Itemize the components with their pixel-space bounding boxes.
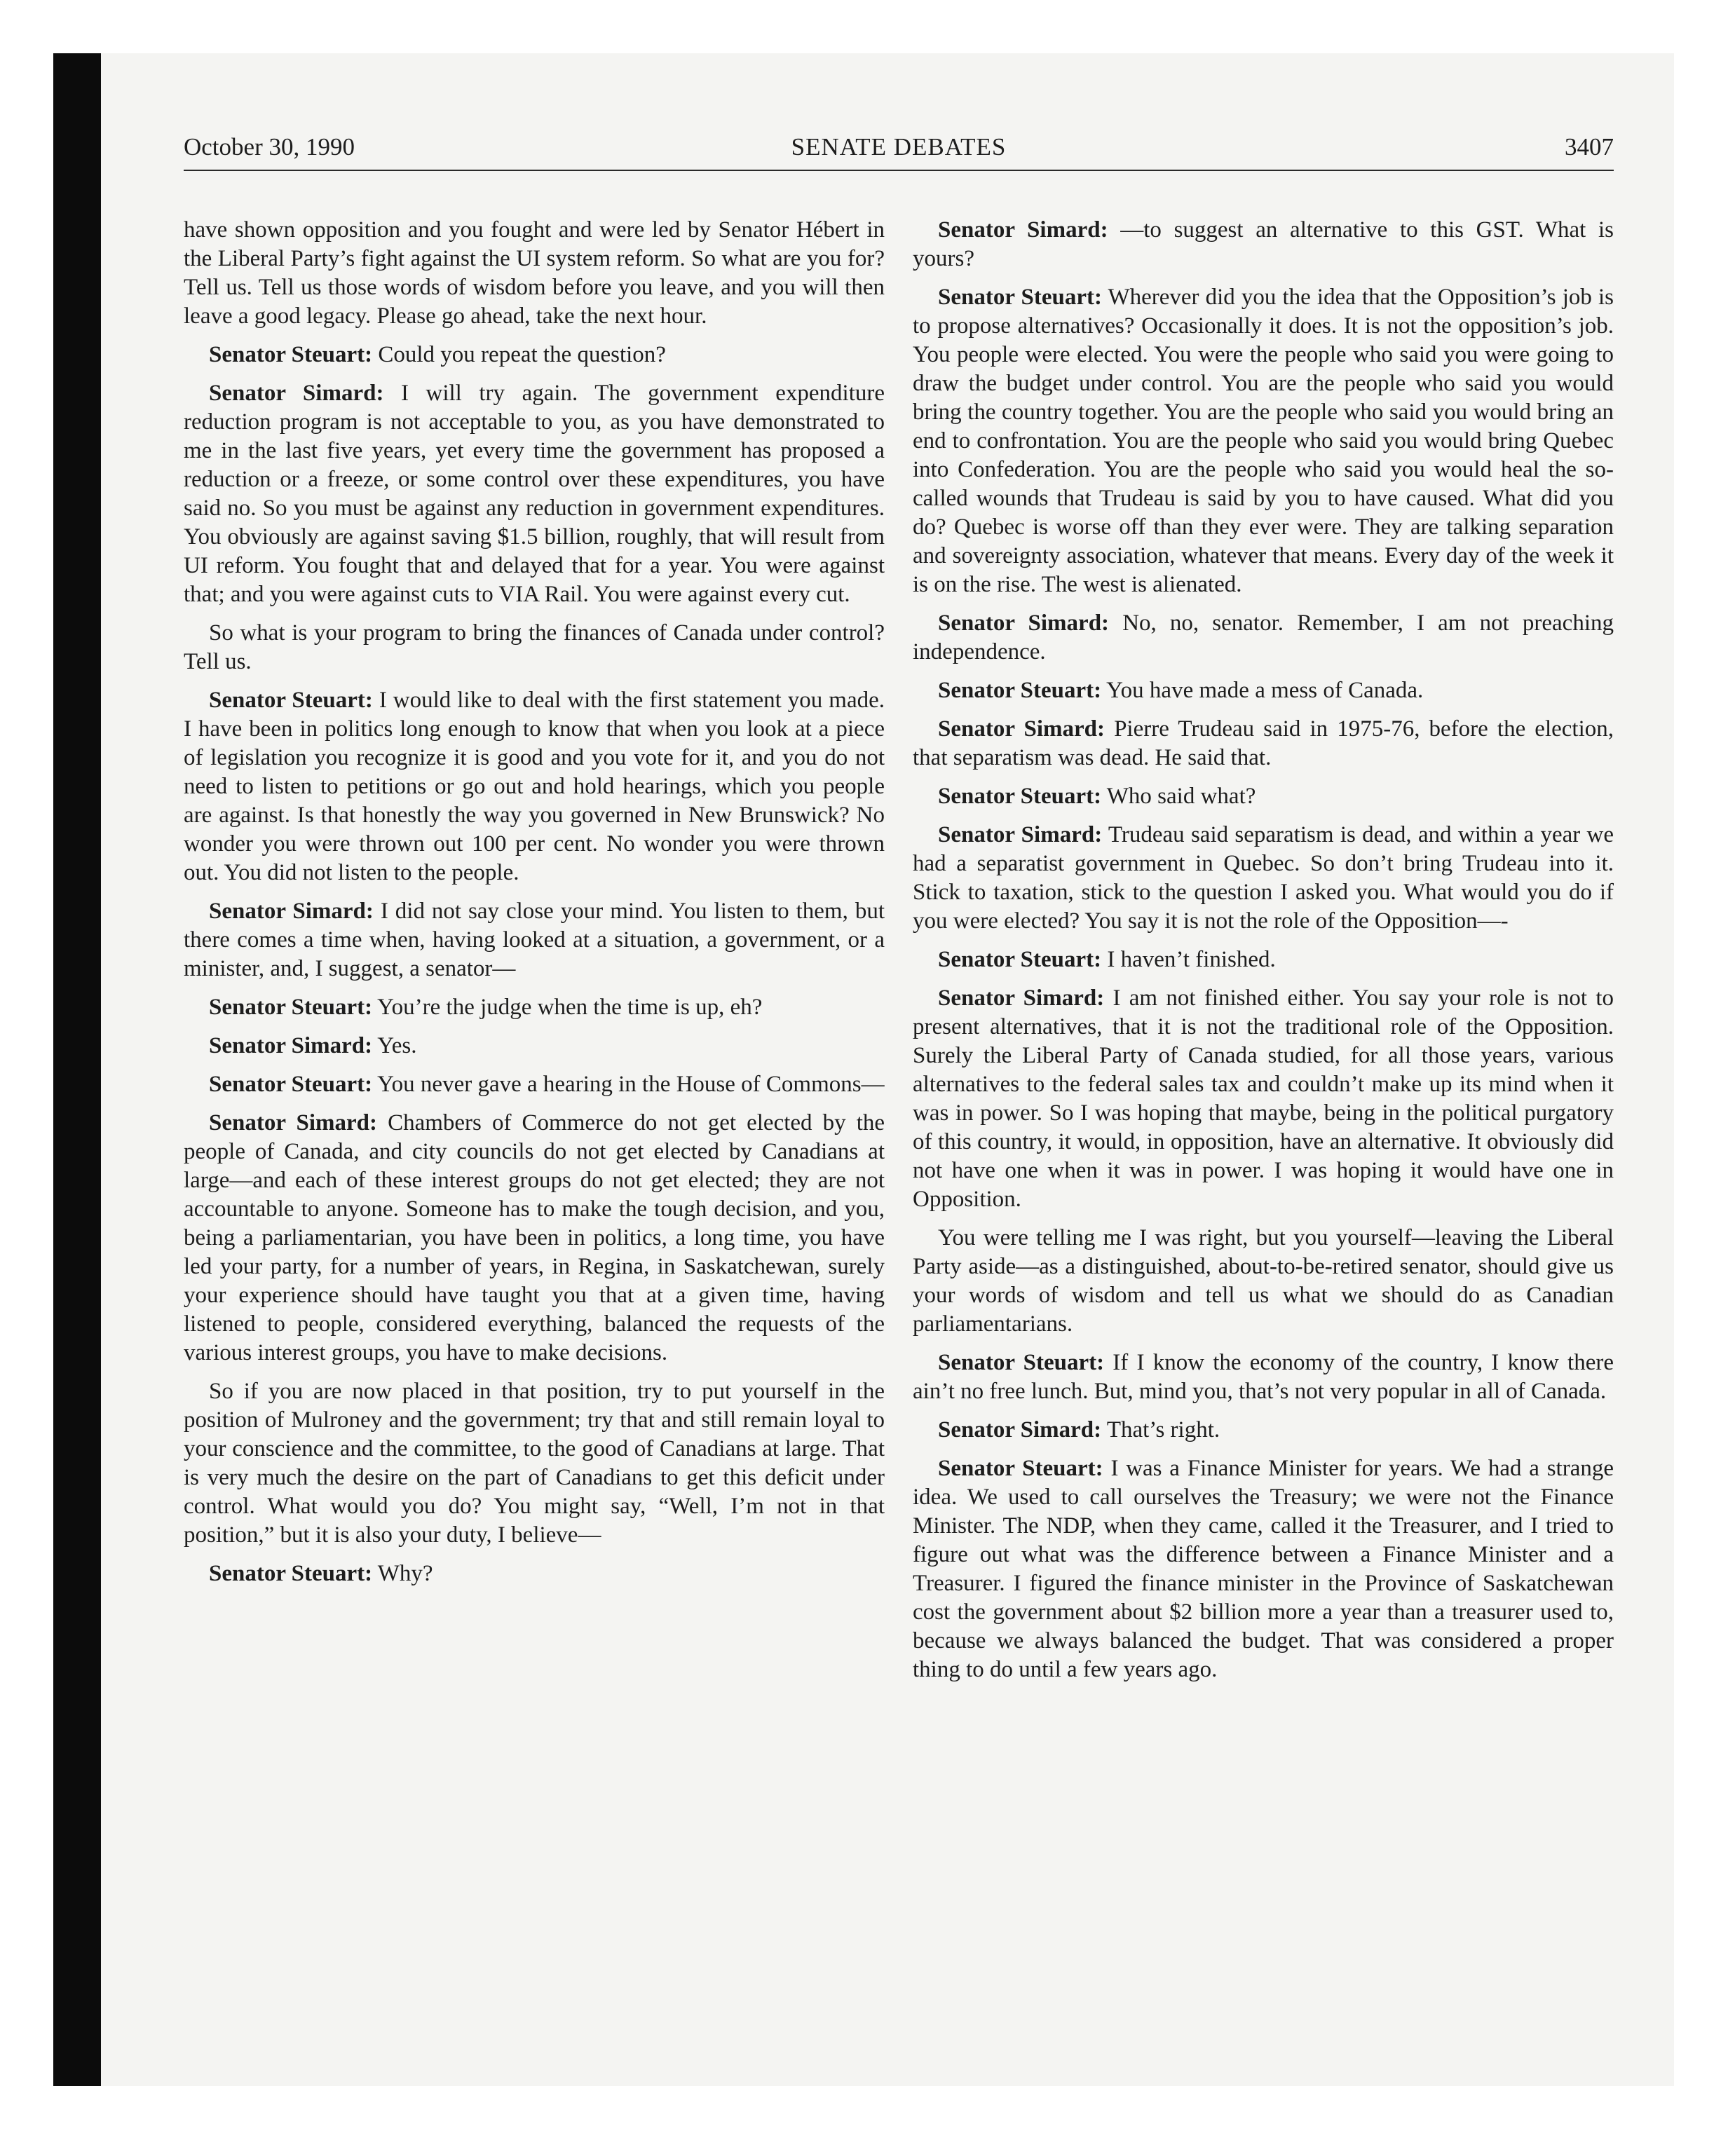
- speaker-name: Senator Simard:: [938, 610, 1110, 636]
- speaker-name: Senator Simard:: [209, 1110, 377, 1135]
- paragraph: [184, 216, 885, 331]
- paragraph: [913, 984, 1614, 1214]
- speaker-name: Senator Simard:: [938, 985, 1105, 1011]
- header-date: October 30, 1990: [184, 133, 355, 161]
- speaker-name: Senator Steuart:: [938, 678, 1102, 703]
- paragraph-text: Yes.: [377, 1033, 417, 1058]
- speaker-name: Senator Steuart:: [209, 995, 373, 1020]
- speaker-name: Senator Steuart:: [938, 1456, 1103, 1481]
- paragraph: [913, 676, 1614, 705]
- speaker-name: Senator Steuart:: [209, 1072, 373, 1097]
- paragraph-text: So if you are now placed in that position, try to put yourself in the position of Mulroney and the government; try that and still remain loyal to your conscience and the committee, to the good of Canadians at large. That is very much the desire on the part of Canadians to get this deficit under control. What would you do? You might say, “Well, I’m not in that position,” but it is also your duty, I believe—: [184, 1379, 885, 1548]
- paragraph: [913, 1416, 1614, 1445]
- paragraph: [184, 993, 885, 1022]
- speaker-name: Senator Simard:: [209, 899, 374, 924]
- right-column: [913, 216, 1614, 1694]
- paragraph-text: Trudeau said separatism is dead, and within a year we had a separatist government in Quebec. So don’t bring Trudeau into it. Stick to taxation, stick to the question I asked you. What would you do if you were elected? You say it is not the role of the Opposition—-: [913, 822, 1614, 934]
- paragraph-text: You were telling me I was right, but you yourself—leaving the Liberal Party aside—as a distinguished, about-to-be-retired senator, should give us your words of wisdom and tell us what we should do as Canadian parliamentarians.: [913, 1225, 1614, 1337]
- paragraph: [913, 782, 1614, 811]
- speaker-name: Senator Simard:: [938, 1417, 1102, 1442]
- paragraph: [184, 1377, 885, 1550]
- page-number: 3407: [1565, 133, 1614, 161]
- paragraph: [184, 341, 885, 369]
- page-header: [184, 133, 1614, 171]
- paragraph-text: I did not say close your mind. You listen to them, but there comes a time when, having looked at a situation, a government, or a minister, and, I suggest, a senator—: [184, 899, 885, 981]
- scan-edge-bar: [53, 53, 101, 2086]
- speaker-name: Senator Steuart:: [938, 1350, 1105, 1375]
- paragraph: [913, 1224, 1614, 1339]
- paragraph-text: Pierre Trudeau said in 1975-76, before the election, that separatism was dead. He said that.: [913, 716, 1614, 770]
- speaker-name: Senator Steuart:: [209, 1561, 373, 1586]
- paragraph: [913, 1349, 1614, 1406]
- paragraph: [184, 686, 885, 887]
- paragraph: [184, 1032, 885, 1060]
- speaker-name: Senator Steuart:: [209, 688, 373, 713]
- paragraph: [913, 1454, 1614, 1684]
- paragraph-text: That’s right.: [1106, 1417, 1220, 1442]
- speaker-name: Senator Steuart:: [938, 784, 1102, 809]
- paragraph-text: —to suggest an alternative to this GST. What is yours?: [913, 217, 1614, 271]
- paragraph-text: Why?: [377, 1561, 433, 1586]
- speaker-name: Senator Simard:: [209, 381, 384, 406]
- paragraph: [913, 609, 1614, 667]
- paragraph-text: You’re the judge when the time is up, eh?: [377, 995, 763, 1020]
- paragraph-text: Chambers of Commerce do not get elected by the people of Canada, and city councils do not get elected by Canadians at large—and each of these interest groups do not get elected; they are not accountable to anyone. Someone has to make the tough decision, and you, being a parliamentarian, you have been in politics, a long time, you have led your party, for a number of years, in Regina, in Saskatchewan, surely your experience should have taught you that at a given time, having listened to people, considered everything, balanced the requests of the various interest groups, you have to make decisions.: [184, 1110, 885, 1365]
- speaker-name: Senator Simard:: [209, 1033, 373, 1058]
- paragraph: [913, 946, 1614, 974]
- paragraph-text: You never gave a hearing in the House of Commons—: [377, 1072, 885, 1097]
- paragraph-text: So what is your program to bring the finances of Canada under control? Tell us.: [184, 620, 885, 674]
- speaker-name: Senator Steuart:: [938, 947, 1102, 972]
- speaker-name: Senator Simard:: [938, 822, 1103, 847]
- paragraph: [184, 897, 885, 983]
- paragraph: [184, 1070, 885, 1099]
- speaker-name: Senator Simard:: [938, 217, 1108, 243]
- paragraph: [913, 216, 1614, 273]
- paragraph: [184, 619, 885, 676]
- paragraph-text: Could you repeat the question?: [378, 342, 666, 367]
- paragraph-text: I will try again. The government expenditure reduction program is not acceptable to you, as you have demonstrated to me in the last five years, yet every time the government has proposed a reduction or a freeze, or some control over these expenditures, you have said no. So you must be against any reduction in government expenditures. You obviously are against saving $1.5 billion, roughly, that will result from UI reform. You fought that and delayed that for a year. You were against that; and you were against cuts to VIA Rail. You were against every cut.: [184, 381, 885, 607]
- paragraph-text: No, no, senator. Remember, I am not preaching independence.: [913, 610, 1614, 664]
- paragraph-text: I would like to deal with the first statement you made. I have been in politics long enough to know that when you look at a piece of legislation you recognize it is good and you vote for it, and you do not need to listen to petitions or go out and hold hearings, which you people are against. Is that honestly the way you governed in New Brunswick? No wonder you were thrown out 100 per cent. No wonder you were thrown out. You did not listen to the people.: [184, 688, 885, 885]
- paragraph-text: I haven’t finished.: [1107, 947, 1276, 972]
- left-column: [184, 216, 885, 1598]
- paragraph-text: Wherever did you the idea that the Opposition’s job is to propose alternatives? Occasionally it does. It is not the opposition’s job. You people were elected. You were the people who said you were going to draw the budget under control. You are the people who said you would bring the country together. You are the people who said you would bring an end to confrontation. You are the people who said you would bring Quebec into Confederation. You are the people who said you would heal the so-called wounds that Trudeau is said by you to have caused. What did you do? Quebec is worse off than they ever were. They are talking separation and sovereignty association, whatever that means. Every day of the week it is on the rise. The west is alienated.: [913, 285, 1614, 597]
- header-title: SENATE DEBATES: [791, 133, 1007, 161]
- paragraph-text: I was a Finance Minister for years. We had a strange idea. We used to call ourselves the Treasury; we were not the Finance Minister. The NDP, when they came, called it the Treasurer, and I tried to figure out what was the difference between a Finance Minister and a Treasurer. I figured the finance minister in the Province of Saskatchewan cost the government about $2 billion more a year than a treasurer used to, because we always balanced the budget. That was considered a proper thing to do until a few years ago.: [913, 1456, 1614, 1682]
- paragraph: [184, 1560, 885, 1588]
- paragraph-text: Who said what?: [1106, 784, 1256, 809]
- paragraph-text: have shown opposition and you fought and were led by Senator Hébert in the Liberal Party’s fight against the UI system reform. So what are you for? Tell us. Tell us those words of wisdom before you leave, and you will then leave a good legacy. Please go ahead, take the next hour.: [184, 217, 885, 329]
- paragraph: [913, 715, 1614, 772]
- paragraph: [184, 379, 885, 609]
- paragraph-text: I am not finished either. You say your role is not to present alternatives, that it is not the traditional role of the Opposition. Surely the Liberal Party of Canada studied, for all those years, various alternatives to the federal sales tax and couldn’t make up its mind when it was in power. So I was hoping that maybe, being in the political purgatory of this country, it would, in opposition, have an alternative. It obviously did not have one when it was in power. I was hoping it would have one in Opposition.: [913, 985, 1614, 1212]
- paragraph-text: You have made a mess of Canada.: [1106, 678, 1424, 703]
- paragraph-text: If I know the economy of the country, I know there ain’t no free lunch. But, mind you, that’s not very popular in all of Canada.: [913, 1350, 1614, 1404]
- speaker-name: Senator Steuart:: [209, 342, 373, 367]
- paragraph: [913, 821, 1614, 936]
- speaker-name: Senator Steuart:: [938, 285, 1102, 310]
- speaker-name: Senator Simard:: [938, 716, 1105, 742]
- paragraph: [913, 283, 1614, 599]
- paragraph: [184, 1109, 885, 1367]
